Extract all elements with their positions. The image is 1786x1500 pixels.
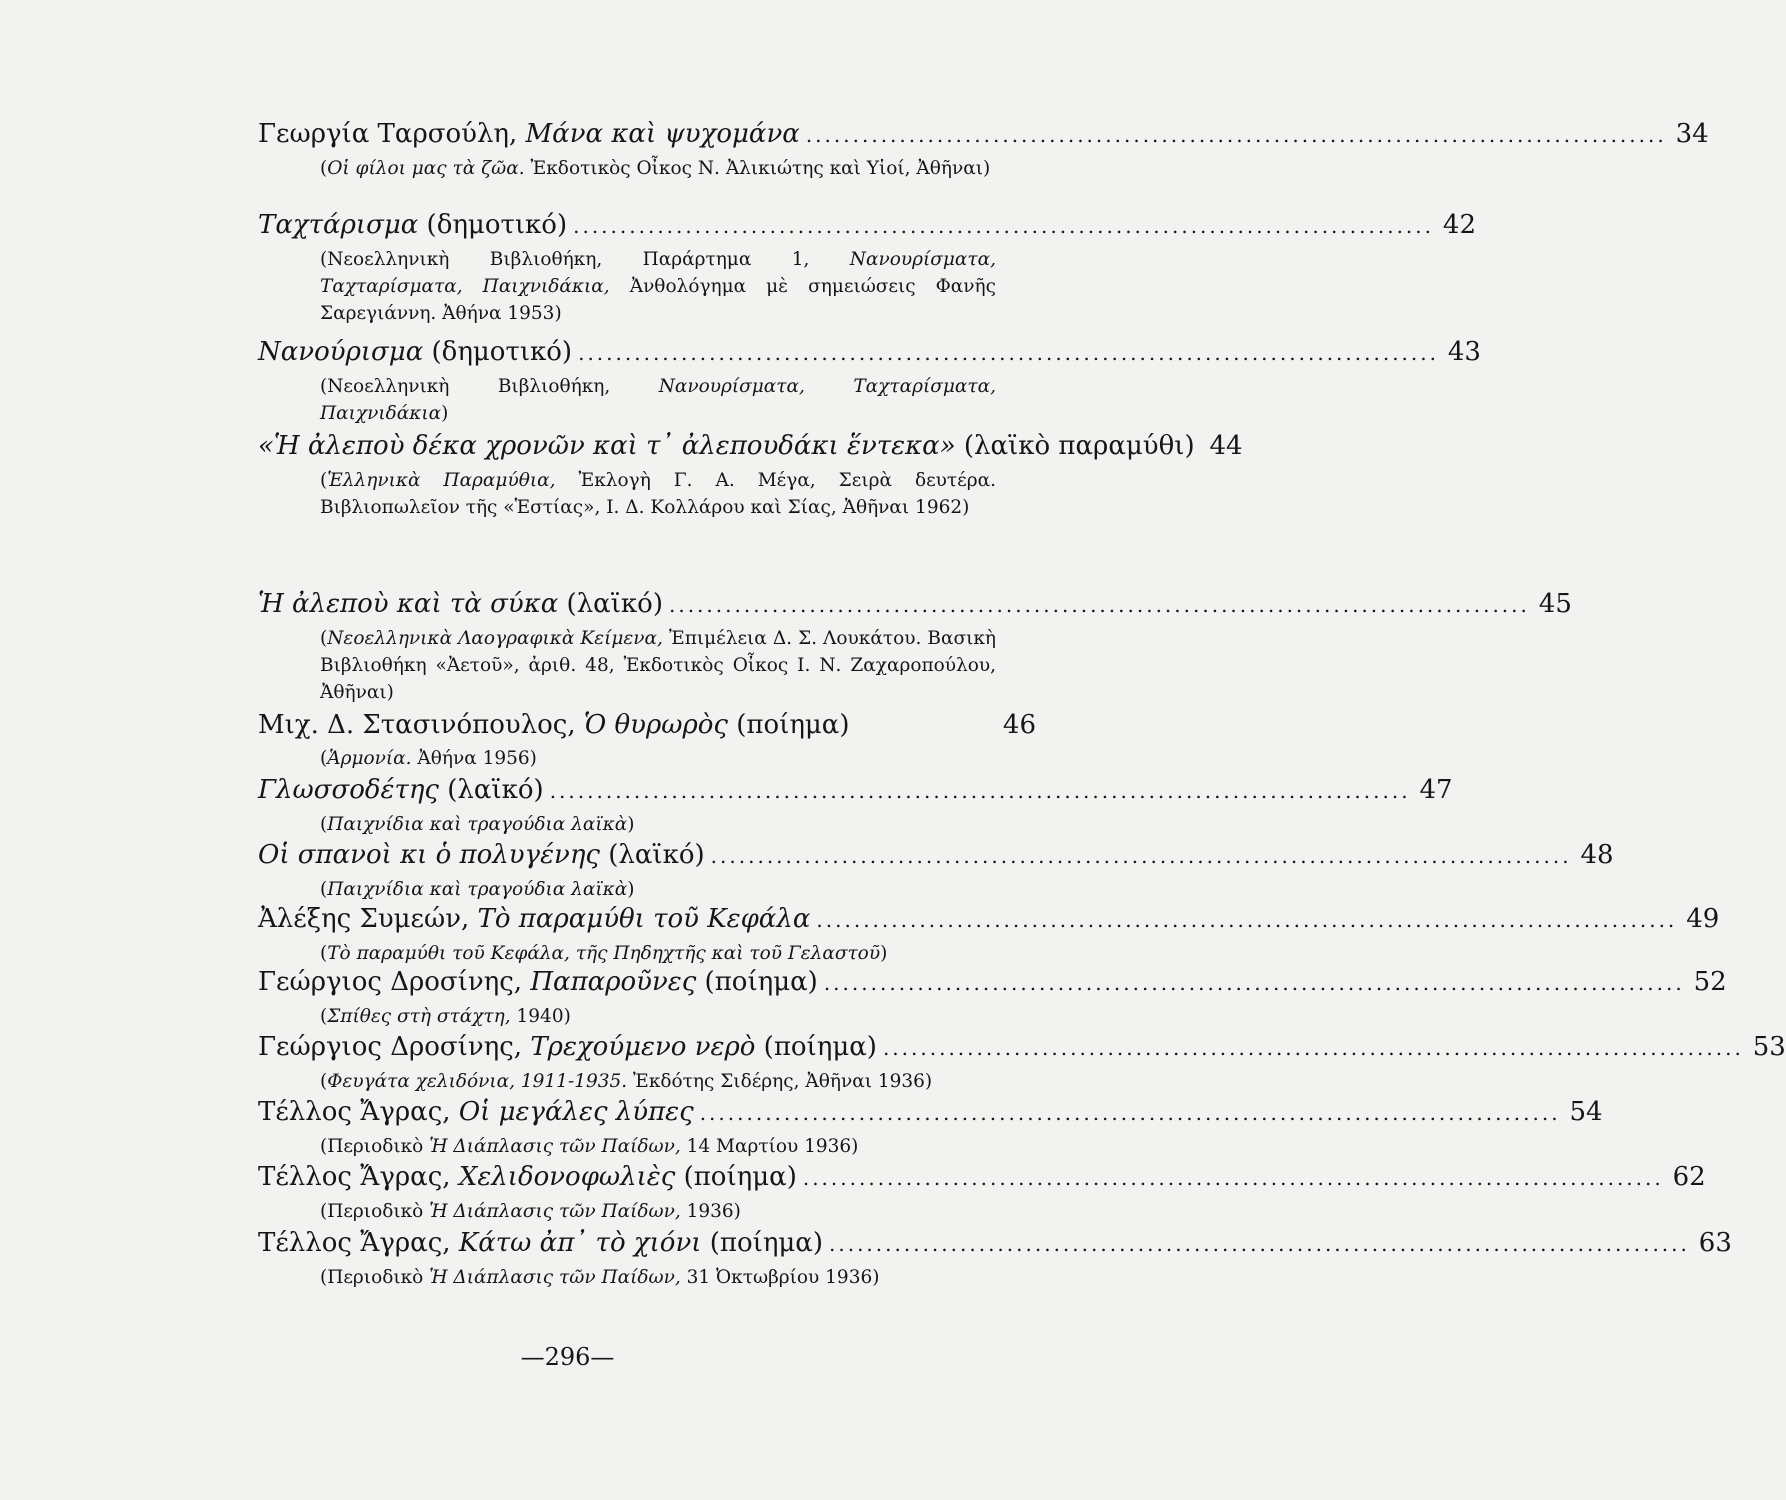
entry-title: Ὁ θυρωρὸς xyxy=(583,710,728,740)
entry-page: 45 xyxy=(1538,589,1572,619)
dot-leader: ............................................................................................ xyxy=(549,779,1411,803)
dot-leader: ............................................................................................ xyxy=(805,123,1667,147)
dot-leader: ............................................................................................ xyxy=(802,1166,1664,1190)
entry-source: (Νεοελληνικὴ Βιβλιοθήκη, Παράρτημα 1, Νανουρίσματα, Ταχταρίσματα, Παιχνιδάκια, Ἀνθολόγημα μὲ σημειώσεις Φανῆς Σαρεγιάννη. Ἀθήνα 1953) xyxy=(320,249,996,324)
dot-leader: ............................................................................................ xyxy=(668,593,1530,617)
entry-heading: Ταχτάρισμα (δημοτικό) ............................................................................................ 42 xyxy=(258,205,1036,246)
entry-title: Γλωσσοδέτης xyxy=(258,775,439,805)
toc-entry xyxy=(258,770,1453,838)
toc-entry xyxy=(258,705,1036,772)
entry-source: (Περιοδικὸ Ἡ Διάπλασις τῶν Παίδων, 1936) xyxy=(320,1201,741,1222)
entry-page: 53 xyxy=(1752,1032,1786,1062)
entry-title: Μάνα καὶ ψυχομάνα xyxy=(525,119,800,149)
entry-source: (Οἱ φίλοι μας τὰ ζῶα. Ἐκδοτικὸς Οἶκος Ν. Ἀλικιώτης καὶ Υἱοί, Ἀθῆναι) xyxy=(320,158,991,179)
dot-leader: ............................................................................................ xyxy=(699,1101,1561,1125)
entry-source: (Ἑλληνικὰ Παραμύθια, Ἐκλογὴ Γ. Α. Μέγα, Σειρὰ δευτέρα. Βιβλιοπωλεῖον τῆς «Ἑστίας», Ι. Δ. Κολλάρου καὶ Σίας, Ἀθῆναι 1962) xyxy=(320,470,996,518)
entry-source: (Τὸ παραμύθι τοῦ Κεφάλα, τῆς Πηδηχτῆς καὶ τοῦ Γελαστοῦ) xyxy=(320,943,888,964)
entry-title: «Ἡ ἀλεποὺ δέκα χρονῶν καὶ τ᾽ ἀλεπουδάκι ἕντεκα» xyxy=(258,431,956,461)
entry-heading: «Ἡ ἀλεποὺ δέκα χρονῶν καὶ τ᾽ ἀλεπουδάκι ἕντεκα» (λαϊκὸ παραμύθι) 44 xyxy=(258,426,1036,467)
entry-heading: Τέλλος Ἄγρας, Οἱ μεγάλες λύπες ............................................................................................ 54 xyxy=(258,1092,1036,1133)
toc-entry xyxy=(258,1223,1732,1291)
entry-page: 63 xyxy=(1698,1228,1732,1258)
toc-entry xyxy=(258,426,1243,521)
toc-entry xyxy=(258,332,1481,427)
entry-heading: Γεώργιος Δροσίνης, Παπαροῦνες (ποίημα) ............................................................................................ 52 xyxy=(258,962,1036,1003)
entry-title: Τρεχούμενο νερὸ xyxy=(530,1032,756,1062)
dot-leader: ............................................................................................ xyxy=(573,214,1434,238)
entry-page: 43 xyxy=(1447,337,1481,367)
entry-heading: Νανούρισμα (δημοτικό) ............................................................................................ 43 xyxy=(258,332,1036,373)
entry-page: 47 xyxy=(1419,775,1453,805)
dot-leader: ............................................................................................ xyxy=(823,971,1685,995)
entry-heading: Γεώργιος Δροσίνης, Τρεχούμενο νερὸ (ποίημα) ............................................................................................ 53 xyxy=(258,1027,1036,1068)
entry-page: 54 xyxy=(1569,1097,1603,1127)
entry-heading: Οἱ σπανοὶ κι ὁ πολυγένης (λαϊκό) ............................................................................................ 48 xyxy=(258,835,1036,876)
toc-entry xyxy=(258,1092,1603,1160)
entry-source: (Παιχνίδια καὶ τραγούδια λαϊκὰ) xyxy=(320,879,635,900)
entry-page: 34 xyxy=(1675,119,1709,149)
toc-entry xyxy=(258,584,1572,706)
toc-entry xyxy=(258,1027,1786,1095)
entry-page: 62 xyxy=(1672,1162,1706,1192)
entry-heading: Ἀλέξης Συμεών, Τὸ παραμύθι τοῦ Κεφάλα ............................................................................................ 49 xyxy=(258,899,1036,940)
entry-heading: Γεωργία Ταρσούλη, Μάνα καὶ ψυχομάνα ............................................................................................ 34 xyxy=(258,114,1036,155)
toc-entry xyxy=(258,114,1709,182)
page-number: —296— xyxy=(520,1343,615,1371)
entry-heading: Τέλλος Ἄγρας, Χελιδονοφωλιὲς (ποίημα) ............................................................................................ 62 xyxy=(258,1157,1036,1198)
entry-title: Νανούρισμα xyxy=(258,337,424,367)
entry-title: Ἡ ἀλεποὺ καὶ τὰ σύκα xyxy=(258,589,559,619)
entry-source: (Ἁρμονία. Ἀθήνα 1956) xyxy=(320,748,537,769)
entry-source: (Παιχνίδια καὶ τραγούδια λαϊκὰ) xyxy=(320,814,635,835)
entry-title: Παπαροῦνες xyxy=(530,967,697,997)
entry-title: Οἱ σπανοὶ κι ὁ πολυγένης xyxy=(258,840,600,870)
toc-entry xyxy=(258,962,1727,1030)
entry-source: (Περιοδικὸ Ἡ Διάπλασις τῶν Παίδων, 14 Μαρτίου 1936) xyxy=(320,1136,859,1157)
entry-heading: Τέλλος Ἄγρας, Κάτω ἀπ᾽ τὸ χιόνι (ποίημα) ............................................................................................ 63 xyxy=(258,1223,1036,1264)
entry-title: Οἱ μεγάλες λύπες xyxy=(458,1097,694,1127)
entry-page: 42 xyxy=(1442,210,1476,240)
dot-leader: ............................................................................................ xyxy=(710,844,1572,868)
entry-page: 52 xyxy=(1693,967,1727,997)
entry-title: Χελιδονοφωλιὲς xyxy=(458,1162,676,1192)
entry-page: 44 xyxy=(1209,431,1243,461)
entry-page: 48 xyxy=(1580,840,1614,870)
entry-source: (Νεοελληνικὰ Λαογραφικὰ Κείμενα, Ἐπιμέλεια Δ. Σ. Λουκάτου. Βασικὴ Βιβλιοθήκη «Ἀετοῦ», ἀριθ. 48, Ἐκδοτικὸς Οἶκος Ι. Ν. Ζαχαροπούλου, Ἀθῆναι) xyxy=(320,628,996,703)
entry-page: 49 xyxy=(1686,904,1720,934)
toc-entry xyxy=(258,205,1476,327)
entry-heading: Ἡ ἀλεποὺ καὶ τὰ σύκα (λαϊκό) ............................................................................................ 45 xyxy=(258,584,1036,625)
dot-leader: ............................................................................................ xyxy=(816,908,1678,932)
dot-leader: ............................................................................................ xyxy=(882,1036,1744,1060)
entry-source: (Περιοδικὸ Ἡ Διάπλασις τῶν Παίδων, 31 Ὀκτωβρίου 1936) xyxy=(320,1267,880,1288)
entry-title: Ταχτάρισμα xyxy=(258,210,419,240)
entry-page: 46 xyxy=(1002,710,1036,740)
entry-source: (Σπίθες στὴ στάχτη, 1940) xyxy=(320,1006,571,1027)
entry-title: Τὸ παραμύθι τοῦ Κεφάλα xyxy=(477,904,811,934)
toc-entry xyxy=(258,899,1720,967)
dot-leader: ............................................................................................ xyxy=(829,1232,1690,1256)
entry-heading: Γλωσσοδέτης (λαϊκό) ............................................................................................ 47 xyxy=(258,770,1036,811)
toc-entry xyxy=(258,1157,1706,1225)
dot-leader: ............................................................................................ xyxy=(578,341,1439,365)
entry-source: (Νεοελληνικὴ Βιβλιοθήκη, Νανουρίσματα, Ταχταρίσματα, Παιχνιδάκια) xyxy=(320,376,996,424)
entry-source: (Φευγάτα χελιδόνια, 1911-1935. Ἐκδότης Σιδέρης, Ἀθῆναι 1936) xyxy=(320,1071,933,1092)
entry-title: Κάτω ἀπ᾽ τὸ χιόνι xyxy=(458,1228,702,1258)
toc-entry xyxy=(258,835,1614,903)
entry-heading: Μιχ. Δ. Στασινόπουλος, Ὁ θυρωρὸς (ποίημα) 46 xyxy=(258,705,1036,745)
